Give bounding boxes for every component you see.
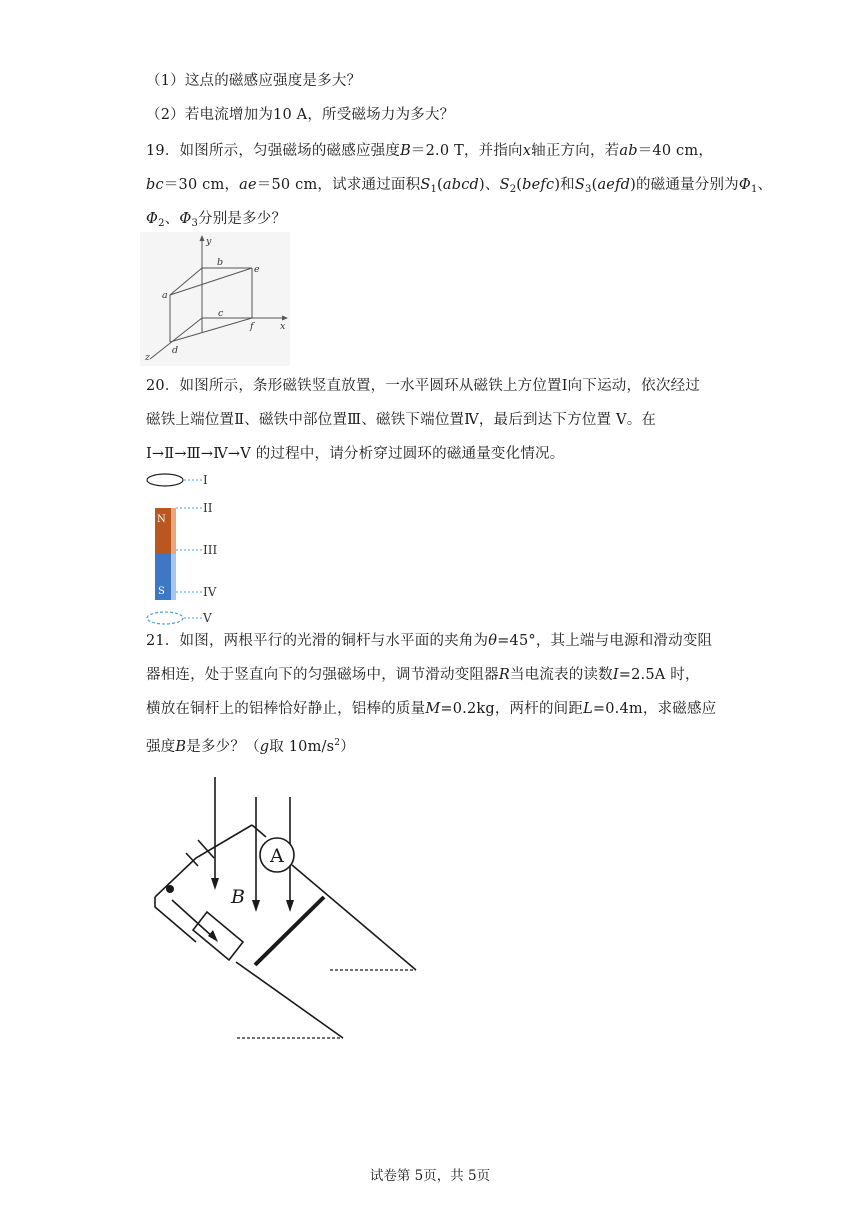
- q21-line1: 21．如图，两根平行的光滑的铜杆与水平面的夹角为θ=45°，其上端与电源和滑动变阻: [146, 633, 713, 649]
- q20-line3: Ⅰ→Ⅱ→Ⅲ→Ⅳ→V 的过程中，请分析穿过圆环的磁通量变化情况。: [146, 446, 565, 462]
- q19-line2: bc＝30 cm，ae＝50 cm，试求通过面积$S_1(abcd)$、$S_2(befc)$和$S_3(aefd)$的磁通量分别为$\Phi_1$、: [146, 177, 773, 195]
- q19-label-d: d: [172, 345, 179, 356]
- q19-line1: 19．如图所示，匀强磁场的磁感应强度B＝2.0 T，并指向x轴正方向，若ab＝40 cm，: [146, 143, 714, 159]
- q20-label-III: III: [203, 543, 218, 557]
- q20-label-II: II: [203, 501, 213, 515]
- q21-line3: 横放在铜杆上的铝棒恰好静止，铝棒的质量M=0.2kg，两杆的间距L=0.4m，求磁感应: [146, 701, 717, 717]
- q19-label-a: a: [162, 290, 168, 301]
- q20-line2: 磁铁上端位置Ⅱ、磁铁中部位置Ⅲ、磁铁下端位置Ⅳ，最后到达下方位置 V。在: [146, 412, 657, 428]
- q19-label-b: b: [217, 257, 224, 268]
- q20-label-IV: IV: [203, 585, 217, 599]
- q21-line2: 器相连，处于竖直向下的匀强磁场中，调节滑动变阻器R当电流表的读数I=2.5A 时，: [146, 667, 700, 683]
- q18-sub1: （1）这点的磁感应强度是多大？: [146, 73, 362, 89]
- q18-sub2: （2）若电流增加为10 A，所受磁场力为多大？: [146, 107, 455, 123]
- q19-label-z: z: [145, 352, 151, 363]
- q19-label-x: x: [280, 321, 286, 332]
- q20-magnet-n: N: [157, 514, 166, 525]
- q20-magnet-s: S: [158, 586, 165, 597]
- q21-field-label: B: [231, 886, 245, 908]
- page-footer: 试卷第 5页，共 5页: [369, 1168, 491, 1184]
- q20-label-I: I: [203, 473, 208, 487]
- q19-label-y: y: [206, 236, 212, 247]
- q19-line3: $\Phi_2$、$\Phi_3$分别是多少？: [146, 211, 287, 229]
- q20-line1: 20．如图所示，条形磁铁竖直放置，一水平圆环从磁铁上方位置Ⅰ向下运动，依次经过: [146, 378, 700, 394]
- q21-line4: 强度B是多少？（g取 $10m/s^2$）: [146, 738, 355, 755]
- q19-label-f: f: [250, 321, 254, 332]
- q19-label-c: c: [218, 308, 224, 319]
- q21-ammeter-label: A: [270, 845, 284, 867]
- q19-label-e: e: [254, 264, 260, 275]
- q20-label-V: V: [203, 611, 212, 625]
